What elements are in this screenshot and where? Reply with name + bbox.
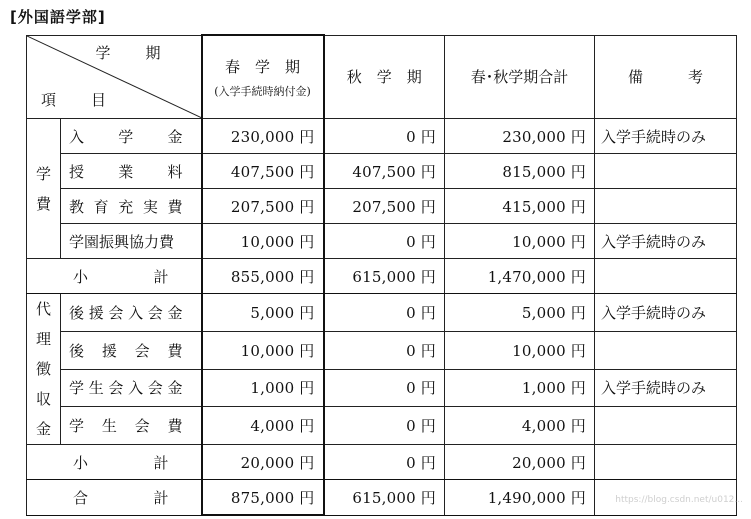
item-char: 合: [73, 488, 89, 507]
item-char: 計: [153, 488, 169, 507]
table-row: [27, 331, 737, 369]
item-name: [69, 302, 201, 323]
subtotal-name: [27, 266, 201, 287]
item-name: [69, 161, 201, 182]
remark: [595, 259, 737, 294]
header-gakki: 学 期: [95, 43, 171, 62]
spring-amount: 207,500 円: [202, 189, 324, 224]
total-amount: 10,000 円: [445, 224, 595, 259]
item-char: 会: [134, 417, 150, 436]
header-spring-note: (入学手続時納付金): [214, 84, 311, 98]
item-char: 費: [167, 341, 183, 360]
total-amount: 20,000 円: [445, 445, 595, 480]
fall-amount: 407,500 円: [324, 154, 445, 189]
item-name: [69, 340, 201, 361]
item-char: 援: [88, 303, 104, 322]
spring-amount: 4,000 円: [202, 407, 324, 445]
item-label: [61, 119, 202, 154]
item-char: 生: [101, 417, 117, 436]
item-label: [61, 369, 202, 407]
table-row: [27, 189, 737, 224]
page-heading: [外国語学部]: [10, 8, 106, 26]
item-char: 会: [108, 303, 124, 322]
item-char: 学: [118, 127, 134, 146]
fall-amount: 0 円: [324, 331, 445, 369]
section-label-char: 学: [35, 164, 51, 183]
table-row: [27, 154, 737, 189]
total-amount: 5,000 円: [445, 294, 595, 332]
item-char: 入: [128, 379, 144, 398]
item-char: 金: [167, 127, 183, 146]
watermark: https://blog.csdn.net/u012...: [615, 495, 743, 505]
spring-amount: 20,000 円: [202, 445, 324, 480]
item-label: [61, 331, 202, 369]
item-char: 金: [167, 379, 183, 398]
item-label: [61, 294, 202, 332]
table-row: [27, 224, 737, 259]
spring-amount: 875,000 円: [202, 480, 324, 516]
section-label-tuition: [27, 119, 61, 259]
item-char: 費: [167, 417, 183, 436]
item-char: 教: [69, 197, 85, 216]
diagonal-header-cell: [27, 35, 202, 119]
table-row: [27, 119, 737, 154]
remark: 入学手続時のみ: [595, 294, 737, 332]
header-total: 春･秋学期合計: [445, 35, 595, 119]
total-amount: 10,000 円: [445, 331, 595, 369]
item-char: 金: [167, 303, 183, 322]
item-label: [61, 189, 202, 224]
grand-total-name: [27, 487, 201, 508]
table-row: [27, 407, 737, 445]
section-label-char: 金: [35, 420, 51, 438]
spring-amount: 10,000 円: [202, 224, 324, 259]
item-char: 料: [167, 162, 183, 181]
fee-table: [26, 34, 737, 516]
section-label-char: 徴: [35, 360, 51, 378]
remark: 入学手続時のみ: [595, 119, 737, 154]
remark: [595, 445, 737, 480]
fall-amount: 0 円: [324, 119, 445, 154]
section-label-char: 収: [35, 390, 51, 408]
item-char: 学: [69, 379, 85, 398]
fall-amount: 0 円: [324, 407, 445, 445]
fall-amount: 615,000 円: [324, 480, 445, 516]
header-spring-label: 春 学 期: [224, 57, 300, 76]
fall-amount: 0 円: [324, 445, 445, 480]
subtotal-name: [27, 452, 201, 473]
header-spring: [202, 35, 324, 119]
spring-amount: 407,500 円: [202, 154, 324, 189]
subtotal-label: [27, 259, 202, 294]
item-name: [69, 126, 201, 147]
item-char: 学: [69, 417, 85, 436]
table-row: [27, 294, 737, 332]
item-char: 小: [73, 267, 89, 286]
spring-amount: 230,000 円: [202, 119, 324, 154]
item-char: 計: [153, 453, 169, 472]
total-amount: 815,000 円: [445, 154, 595, 189]
remark: [595, 407, 737, 445]
spring-amount: 1,000 円: [202, 369, 324, 407]
header-fall: 秋 学 期: [324, 35, 445, 119]
section-label-char: 費: [35, 194, 51, 213]
item-char: 小: [73, 453, 89, 472]
item-char: 入: [128, 303, 144, 322]
total-amount: 1,470,000 円: [445, 259, 595, 294]
item-name: [69, 377, 201, 398]
total-amount: 4,000 円: [445, 407, 595, 445]
fall-amount: 0 円: [324, 224, 445, 259]
item-char: 育: [93, 197, 109, 216]
item-char: 充: [118, 197, 134, 216]
remark: 入学手続時のみ: [595, 369, 737, 407]
item-label: [61, 224, 202, 259]
item-char: 後: [69, 341, 85, 360]
section-label-char: 代: [35, 300, 51, 318]
spring-amount: 855,000 円: [202, 259, 324, 294]
item-label: [61, 407, 202, 445]
item-char: 会: [108, 379, 124, 398]
remark: [595, 331, 737, 369]
item-char: 後: [69, 303, 85, 322]
remark: [595, 154, 737, 189]
item-char: 授: [69, 162, 85, 181]
table-header-row: [27, 35, 737, 119]
fall-amount: 207,500 円: [324, 189, 445, 224]
item-char: 入: [69, 127, 85, 146]
total-amount: 415,000 円: [445, 189, 595, 224]
item-char: 実: [142, 197, 158, 216]
item-char: 計: [153, 267, 169, 286]
table-row: [27, 369, 737, 407]
fall-amount: 0 円: [324, 369, 445, 407]
item-char: 会: [147, 379, 163, 398]
header-remarks: 備 考: [595, 35, 737, 119]
item-name: [69, 196, 201, 217]
item-char: 援: [101, 341, 117, 360]
remark: [595, 189, 737, 224]
section-label-char: 理: [35, 330, 51, 348]
fall-amount: 615,000 円: [324, 259, 445, 294]
item-name: [69, 415, 201, 436]
item-char: 費: [167, 197, 183, 216]
section-label-collection: [27, 294, 61, 445]
item-char: 業: [118, 162, 134, 181]
item-name: 学園振興協力費: [69, 232, 175, 251]
grand-total-label: [27, 480, 202, 516]
subtotal-row: [27, 445, 737, 480]
item-char: 会: [147, 303, 163, 322]
subtotal-label: [27, 445, 202, 480]
spring-amount: 10,000 円: [202, 331, 324, 369]
fall-amount: 0 円: [324, 294, 445, 332]
remark: 入学手続時のみ: [595, 224, 737, 259]
item-char: 生: [88, 379, 104, 398]
total-amount: 230,000 円: [445, 119, 595, 154]
total-amount: 1,000 円: [445, 369, 595, 407]
subtotal-row: [27, 259, 737, 294]
spring-amount: 5,000 円: [202, 294, 324, 332]
total-amount: 1,490,000 円: [445, 480, 595, 516]
item-label: [61, 154, 202, 189]
header-koumoku: 項 目: [41, 91, 117, 109]
item-char: 会: [134, 341, 150, 360]
